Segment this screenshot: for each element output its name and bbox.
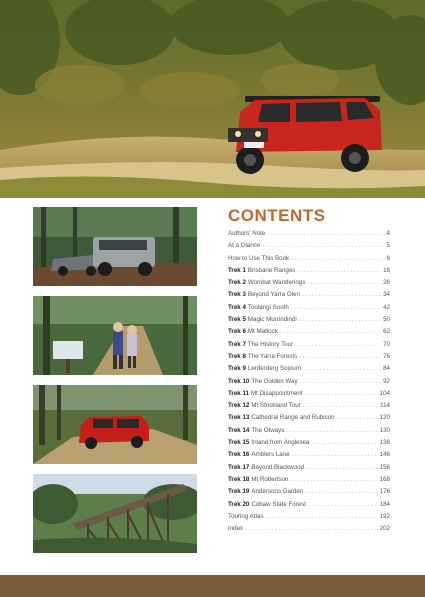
entry-page-number: 6 xyxy=(386,254,390,262)
contents-entry xyxy=(228,513,390,525)
entry-page-number: 184 xyxy=(379,500,390,508)
entry-trek-number: Trek 7 xyxy=(228,340,246,348)
entry-title: At a Glance xyxy=(228,242,261,250)
entry-leader-dots xyxy=(302,291,381,298)
contents-entry xyxy=(228,279,390,291)
entry-leader-dots xyxy=(303,365,381,372)
entry-page-number: 84 xyxy=(383,365,390,373)
contents-entry xyxy=(228,291,390,303)
entry-trek-number: Trek 18 xyxy=(228,475,250,483)
entry-trek-number: Trek 10 xyxy=(228,377,250,385)
entry-title: Index xyxy=(228,525,244,533)
entry-title: Brisbane Ranges xyxy=(247,266,296,274)
contents-entry xyxy=(228,402,390,414)
entry-title: Amblers Lane xyxy=(251,451,290,459)
entry-trek-number: Trek 9 xyxy=(228,365,246,373)
entry-trek-number: Trek 16 xyxy=(228,451,250,459)
footer-bar xyxy=(0,575,425,597)
entry-trek-number: Trek 5 xyxy=(228,316,246,324)
entry-leader-dots xyxy=(262,242,384,249)
entry-title: The Otways xyxy=(251,426,285,434)
contents-entry xyxy=(228,414,390,426)
entry-leader-dots xyxy=(306,464,378,471)
entry-page-number: 192 xyxy=(379,512,390,520)
entry-page-number: 130 xyxy=(379,426,390,434)
entry-leader-dots xyxy=(286,427,377,434)
entry-title: Beyond Blackwood xyxy=(251,463,304,471)
entry-trek-number: Trek 6 xyxy=(228,328,246,336)
entry-trek-number: Trek 20 xyxy=(228,500,250,508)
entry-page-number: 138 xyxy=(379,439,390,447)
contents-entry xyxy=(228,427,390,439)
entry-trek-number: Trek 1 xyxy=(228,266,246,274)
entry-trek-number: Trek 4 xyxy=(228,303,246,311)
entry-trek-number: Trek 12 xyxy=(228,402,250,410)
entry-title: Mt Disappointment xyxy=(251,389,303,397)
entry-page-number: 114 xyxy=(380,402,390,410)
contents-entry xyxy=(228,525,390,537)
entry-page-number: 16 xyxy=(383,266,390,274)
entry-title: Andersons Garden xyxy=(251,488,304,496)
entry-title: Touring Atlas xyxy=(228,512,264,520)
entry-page-number: 104 xyxy=(379,389,390,397)
photo-red-4wd-road xyxy=(33,385,197,464)
entry-leader-dots xyxy=(267,230,384,237)
entry-leader-dots xyxy=(295,341,381,348)
entry-trek-number: Trek 3 xyxy=(228,291,246,299)
entry-page-number: 50 xyxy=(383,316,390,324)
entry-page-number: 202 xyxy=(379,525,390,533)
entry-page-number: 168 xyxy=(379,475,390,483)
entry-title: Lerderderg Sojourn xyxy=(247,365,302,373)
entry-title: Cathedral Range and Rubicon xyxy=(251,414,335,422)
hero-photo xyxy=(0,0,425,198)
entry-page-number: 120 xyxy=(379,414,390,422)
contents-entry xyxy=(228,378,390,390)
contents-entry xyxy=(228,488,390,500)
contents-entry xyxy=(228,501,390,513)
entry-page-number: 26 xyxy=(383,279,390,287)
entry-leader-dots xyxy=(305,390,378,397)
contents-entry xyxy=(228,439,390,451)
contents-entry xyxy=(228,242,390,254)
entry-trek-number: Trek 17 xyxy=(228,463,250,471)
entry-leader-dots xyxy=(291,255,384,262)
entry-leader-dots xyxy=(299,353,381,360)
entry-title: The History Tour xyxy=(247,340,294,348)
entry-title: Magic Murrindindi xyxy=(247,316,297,324)
entry-page-number: 146 xyxy=(379,451,390,459)
entry-trek-number: Trek 2 xyxy=(228,279,246,287)
entry-leader-dots xyxy=(307,279,381,286)
entry-leader-dots xyxy=(265,513,377,520)
entry-title: The Golden Way xyxy=(251,377,298,385)
contents-entry xyxy=(228,464,390,476)
entry-leader-dots xyxy=(299,316,381,323)
contents-entry xyxy=(228,353,390,365)
entry-title: Mt Strickland Tour xyxy=(251,402,301,410)
entry-title: Toolangi South xyxy=(247,303,289,311)
entry-trek-number: Trek 8 xyxy=(228,352,246,360)
entry-title: The Yarra Forests xyxy=(247,352,298,360)
entry-page-number: 70 xyxy=(383,340,390,348)
entry-leader-dots xyxy=(303,402,378,409)
contents-entry xyxy=(228,365,390,377)
table-of-contents xyxy=(228,206,390,537)
entry-trek-number: Trek 13 xyxy=(228,414,250,422)
entry-leader-dots xyxy=(280,328,381,335)
entry-page-number: 92 xyxy=(383,377,390,385)
photo-trestle-bridge xyxy=(33,474,197,553)
entry-trek-number: Trek 14 xyxy=(228,426,250,434)
entry-page-number: 176 xyxy=(379,488,390,496)
entry-page-number: 5 xyxy=(386,242,390,250)
entry-title: Inland from Anglesea xyxy=(251,439,310,447)
entry-page-number: 156 xyxy=(379,463,390,471)
contents-entry xyxy=(228,255,390,267)
entry-title: Beyond Yarra Glen xyxy=(247,291,300,299)
contents-entry xyxy=(228,304,390,316)
photo-walkers-path xyxy=(33,296,197,375)
entry-leader-dots xyxy=(308,501,378,508)
entry-title: Wombat Wanderings xyxy=(247,279,306,287)
entry-page-number: 62 xyxy=(383,328,390,336)
contents-entry xyxy=(228,390,390,402)
entry-trek-number: Trek 19 xyxy=(228,488,250,496)
entry-leader-dots xyxy=(305,488,377,495)
contents-entry xyxy=(228,230,390,242)
contents-entry xyxy=(228,328,390,340)
contents-entry xyxy=(228,316,390,328)
entry-leader-dots xyxy=(297,267,381,274)
entry-leader-dots xyxy=(291,304,381,311)
entry-leader-dots xyxy=(300,378,382,385)
entry-page-number: 42 xyxy=(383,303,390,311)
entry-leader-dots xyxy=(290,476,377,483)
contents-entry xyxy=(228,476,390,488)
entry-trek-number: Trek 11 xyxy=(228,389,249,397)
entry-page-number: 34 xyxy=(383,291,390,299)
entry-trek-number: Trek 15 xyxy=(228,439,250,447)
entry-page-number: 76 xyxy=(383,352,390,360)
entry-title: Authors' Note xyxy=(228,230,266,237)
entry-page-number: 4 xyxy=(386,230,390,237)
entry-leader-dots xyxy=(245,525,378,532)
contents-entry xyxy=(228,451,390,463)
entry-leader-dots xyxy=(311,439,377,446)
entry-leader-dots xyxy=(292,451,378,458)
contents-entry xyxy=(228,341,390,353)
entry-leader-dots xyxy=(337,414,378,421)
contents-title: CONTENTS xyxy=(228,206,326,225)
entry-title: How to Use This Book xyxy=(228,254,290,262)
entry-title: Mt Robertson xyxy=(251,475,289,483)
entry-title: Cobaw State Forest xyxy=(251,500,307,508)
contents-entry xyxy=(228,267,390,279)
photo-vehicles-forest xyxy=(33,207,197,286)
entry-title: Mt Matlock xyxy=(247,328,278,336)
contents-list xyxy=(228,230,390,537)
